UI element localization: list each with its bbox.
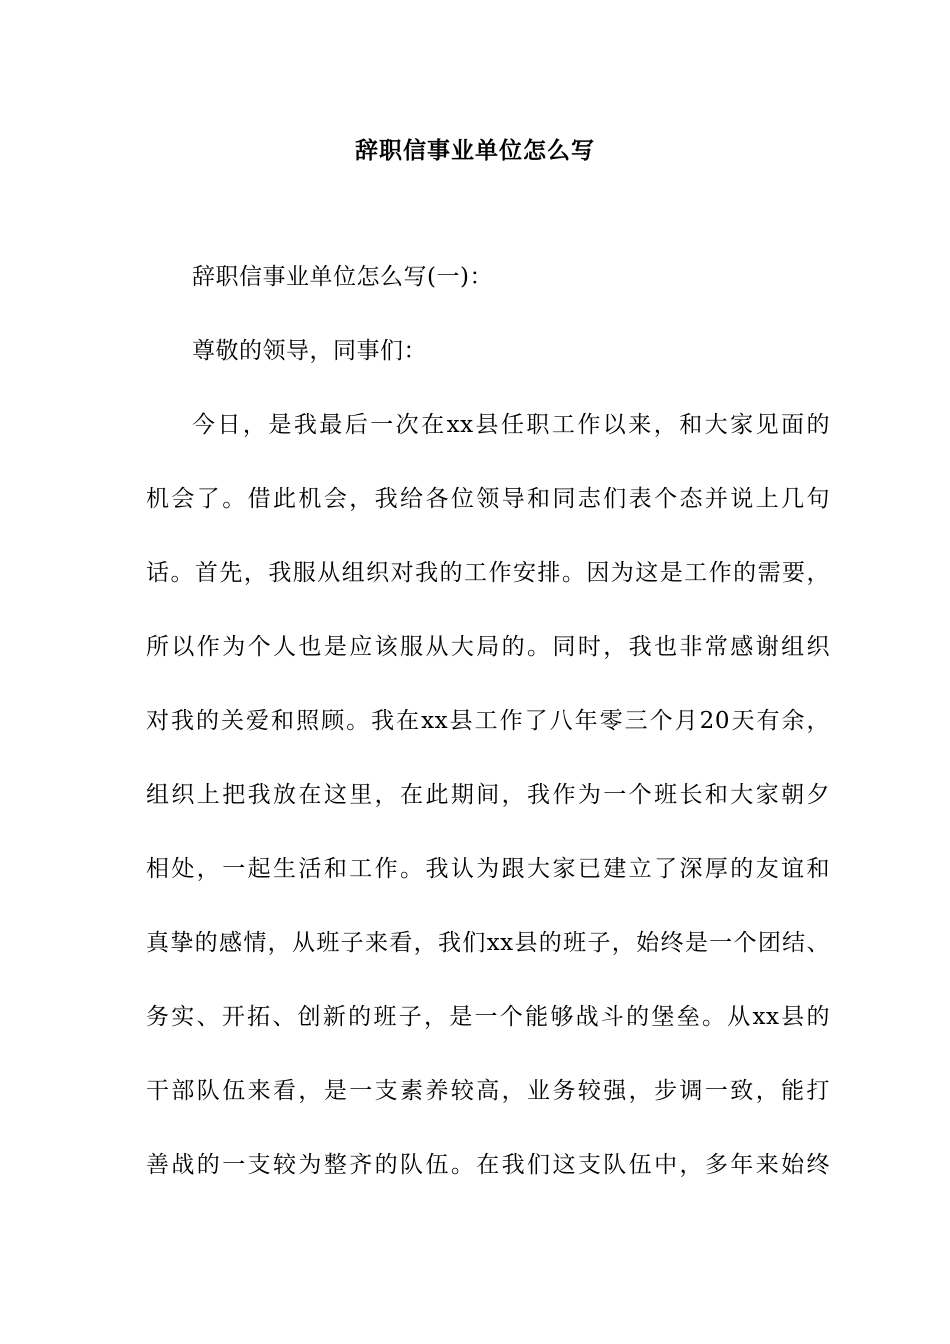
- salutation: 尊敬的领导，同事们：: [192, 338, 427, 364]
- body-line: 干部队伍来看，是一支素养较高，业务较强，步调一致，能打: [146, 1078, 830, 1104]
- body-line: 务实、开拓、创新的班子，是一个能够战斗的堡垒。从xx县的: [146, 1004, 830, 1030]
- body-line: 真挚的感情，从班子来看，我们xx县的班子，始终是一个团结、: [146, 930, 830, 956]
- paragraph-heading: 辞职信事业单位怎么写(一)：: [192, 264, 493, 290]
- body-line: 对我的关爱和照顾。我在xx县工作了八年零三个月20天有余，: [146, 708, 830, 734]
- body-line: 相处，一起生活和工作。我认为跟大家已建立了深厚的友谊和: [146, 856, 830, 882]
- document-title: 辞职信事业单位怎么写: [355, 137, 595, 164]
- body-line: 善战的一支较为整齐的队伍。在我们这支队伍中，多年来始终: [146, 1152, 830, 1178]
- body-line: 所以作为个人也是应该服从大局的。同时，我也非常感谢组织: [146, 634, 830, 660]
- body-line: 组织上把我放在这里，在此期间，我作为一个班长和大家朝夕: [146, 782, 830, 808]
- body-line: 今日，是我最后一次在xx县任职工作以来，和大家见面的: [192, 412, 830, 438]
- body-line: 话。首先，我服从组织对我的工作安排。因为这是工作的需要，: [146, 560, 830, 586]
- body-line: 机会了。借此机会，我给各位领导和同志们表个态并说上几句: [146, 486, 830, 512]
